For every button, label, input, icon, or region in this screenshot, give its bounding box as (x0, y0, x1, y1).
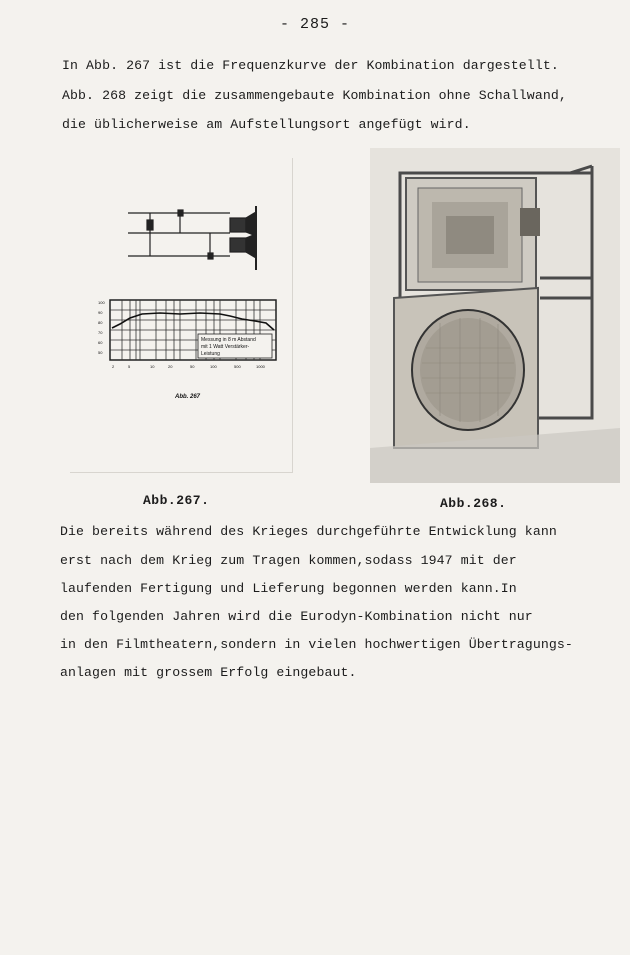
svg-text:50: 50 (190, 364, 195, 369)
figure-267-inner-caption: Abb. 267 (175, 394, 201, 400)
body-line-4: den folgenden Jahren wird die Eurodyn-Kombination nicht nur (60, 609, 533, 624)
svg-text:50: 50 (98, 350, 103, 355)
figure-267 (70, 158, 293, 473)
svg-text:500: 500 (234, 364, 241, 369)
body-line-3: laufenden Fertigung und Lieferung begonnen werden kann.In (60, 581, 517, 596)
body-line-1: Die bereits während des Krieges durchgeführte Entwicklung kann (60, 524, 557, 539)
svg-text:100: 100 (98, 300, 105, 305)
svg-text:80: 80 (98, 320, 103, 325)
chart-note-line-2: mit 1 Watt Verstärker- (201, 344, 250, 350)
svg-text:90: 90 (98, 310, 103, 315)
caption-figure-267: Abb.267. (143, 493, 210, 508)
chart-note-line-3: Leistung (201, 351, 220, 357)
page-number: - 285 - (279, 16, 350, 33)
crossover-schematic (128, 206, 256, 270)
body-line-5: in den Filmtheatern,sondern in vielen hochwertigen Übertragungs- (60, 637, 573, 652)
figure-267-drawing (70, 158, 292, 472)
svg-text:70: 70 (98, 330, 103, 335)
intro-line-2: Abb. 268 zeigt die zusammengebaute Kombination ohne Schallwand, (62, 88, 567, 103)
body-line-2: erst nach dem Krieg zum Tragen kommen,sodass 1947 mit der (60, 553, 517, 568)
svg-text:1000: 1000 (256, 364, 265, 369)
svg-text:5: 5 (128, 364, 131, 369)
speaker-cabinet-illustration (370, 148, 620, 483)
svg-text:100: 100 (210, 364, 217, 369)
intro-line-1: In Abb. 267 ist die Frequenzkurve der Kombination dargestellt. (62, 58, 559, 73)
body-line-6: anlagen mit grossem Erfolg eingebaut. (60, 665, 357, 680)
svg-text:60: 60 (98, 340, 103, 345)
caption-figure-268: Abb.268. (440, 496, 507, 511)
frequency-response-chart (98, 300, 276, 369)
svg-text:2: 2 (112, 364, 115, 369)
chart-note-line-1: Messung in 8 m Abstand (201, 337, 256, 343)
svg-text:20: 20 (168, 364, 173, 369)
figure-268-photo (370, 148, 620, 483)
svg-text:10: 10 (150, 364, 155, 369)
intro-line-3: die üblicherweise am Aufstellungsort angefügt wird. (62, 117, 471, 132)
